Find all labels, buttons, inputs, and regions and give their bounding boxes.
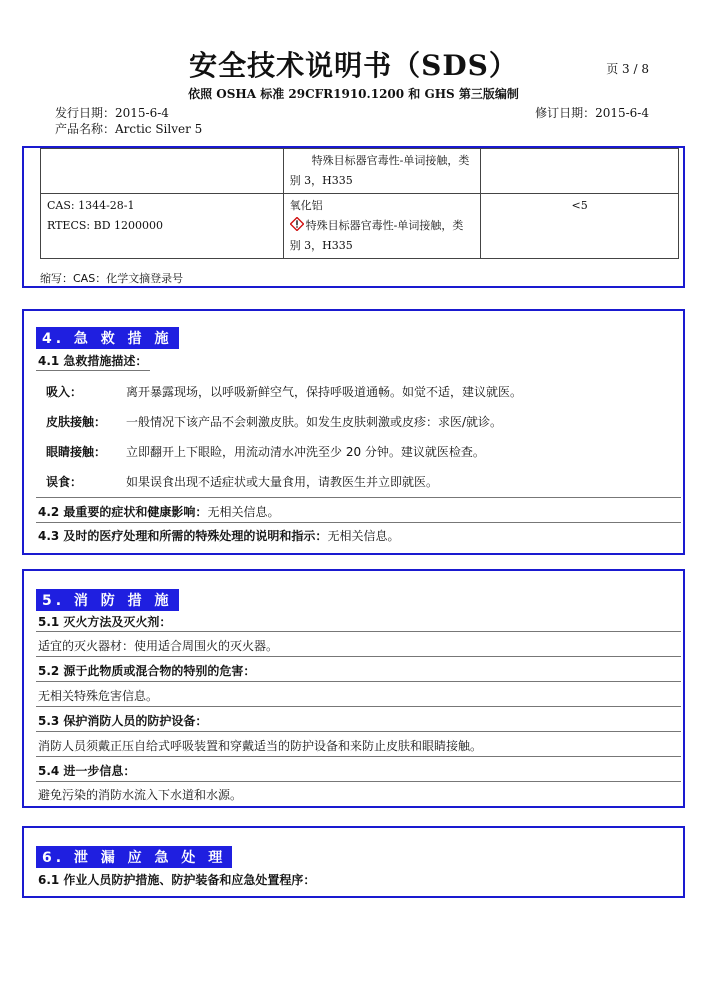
section4-sub2-text: 无相关信息。 (207, 505, 280, 519)
table-cell (41, 149, 284, 194)
divider (36, 497, 681, 498)
section5-sub3: 5.3 保护消防人员的防护设备： (38, 714, 208, 728)
section5-sub1: 5.1 灭火方法及灭火剂： (38, 615, 172, 629)
section4-sub1: 4.1 急救措施描述： (38, 354, 148, 368)
section4-sub3 (38, 527, 399, 544)
hazard-text: 特殊目标器官毒性-单词接触，类 (305, 219, 464, 232)
rtecs-number: RTECS: BD 1200000 (47, 219, 163, 232)
first-aid-text: 立即翻开上下眼睑，用流动清水冲洗至少 20 分钟。建议就医检查。 (126, 445, 485, 459)
section5-text2: 无相关特殊危害信息。 (38, 689, 159, 703)
divider (36, 756, 681, 757)
document-subtitle: 依照 OSHA 标准 29CFR1910.1200 和 GHS 第三版编制 (188, 87, 519, 101)
abbreviation-note: 缩写：CAS：化学文摘登录号 (40, 272, 184, 285)
product-name: 产品名称：Arctic Silver 5 (55, 122, 203, 136)
exclamation-warning-icon (290, 217, 304, 231)
cas-number: CAS: 1344-28-1 (47, 199, 135, 212)
hazard-text: 特殊目标器官毒性-单词接触，类 (311, 154, 470, 167)
section6-sub1: 6.1 作业人员防护措施、防护装备和应急处置程序： (38, 873, 316, 887)
divider (36, 681, 681, 682)
table-row (41, 149, 679, 194)
hazard-text: 别 3，H335 (289, 174, 353, 187)
section5-text4: 避免污染的消防水流入下水道和水源。 (38, 788, 243, 802)
table-cell (481, 149, 679, 194)
divider (36, 631, 681, 632)
first-aid-label: 吸入： (46, 385, 83, 399)
document-title: 安全技术说明书（SDS） (189, 49, 518, 82)
section4-sub2 (38, 503, 279, 520)
composition-table (40, 148, 679, 259)
section4-sub3-label: 4.3 及时的医疗处理和所需的特殊处理的说明和指示： (38, 529, 328, 543)
divider (36, 522, 681, 523)
first-aid-text: 离开暴露现场，以呼吸新鲜空气，保持呼吸道通畅。如觉不适，建议就医。 (126, 385, 523, 399)
table-cell (283, 149, 481, 194)
revision-date: 修订日期：2015-6-4 (535, 106, 649, 120)
divider (36, 706, 681, 707)
section4-sub2-label: 4.2 最重要的症状和健康影响： (38, 505, 208, 519)
table-row (41, 194, 679, 259)
table-cell (481, 194, 679, 259)
divider (36, 370, 150, 371)
component-name: 氧化铝 (289, 199, 323, 212)
section5-sub4: 5.4 进一步信息： (38, 764, 136, 778)
first-aid-label: 皮肤接触： (46, 415, 107, 429)
section5-sub2: 5.2 源于此物质或混合物的特别的危害： (38, 664, 256, 678)
first-aid-text: 如果误食出现不适症状或大量食用，请教医生并立即就医。 (126, 475, 439, 489)
first-aid-label: 眼睛接触： (46, 445, 107, 459)
divider (36, 781, 681, 782)
page-number: 页 3 / 8 (606, 62, 649, 76)
table-cell (283, 194, 481, 259)
table-cell (41, 194, 284, 259)
first-aid-text: 一般情况下该产品不会刺激皮肤。如发生皮肤刺激或皮疹：求医/就诊。 (126, 415, 503, 429)
percent-value: <5 (571, 199, 588, 212)
issue-date: 发行日期：2015-6-4 (55, 106, 169, 120)
section6-heading: 6. 泄 漏 应 急 处 理 (36, 846, 232, 868)
section5-heading: 5. 消 防 措 施 (36, 589, 179, 611)
first-aid-label: 误食： (46, 475, 83, 489)
section5-text1: 适宜的灭火器材：使用适合周围火的灭火器。 (38, 639, 279, 653)
hazard-line (290, 216, 475, 236)
divider (36, 656, 681, 657)
section4-heading: 4. 急 救 措 施 (36, 327, 179, 349)
divider (36, 731, 681, 732)
section5-text3: 消防人员须戴正压自给式呼吸装置和穿戴适当的防护设备和来防止皮肤和眼睛接触。 (38, 739, 483, 753)
hazard-text: 别 3，H335 (289, 239, 353, 252)
section4-sub3-text: 无相关信息。 (327, 529, 400, 543)
